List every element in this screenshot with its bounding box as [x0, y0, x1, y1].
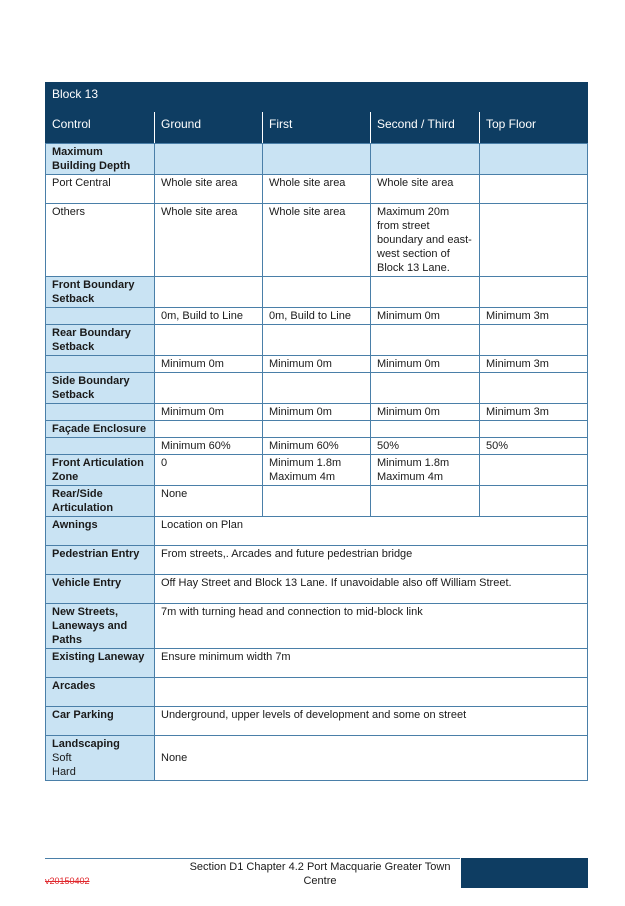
row-label: Car Parking: [46, 707, 155, 736]
table-cell: [480, 277, 588, 308]
table-cell: Minimum 0m: [263, 404, 371, 421]
table-cell: Underground, upper levels of development and some on street: [155, 707, 588, 736]
table-cell: [263, 325, 371, 356]
table-row: [46, 277, 588, 308]
table-cell: [480, 421, 588, 438]
table-row: [46, 373, 588, 404]
row-label: Vehicle Entry: [46, 575, 155, 604]
table-row: [46, 175, 588, 204]
table-cell: [155, 277, 263, 308]
table-cell: None: [155, 486, 263, 517]
table-cell: Whole site area: [263, 204, 371, 277]
table-cell: [155, 421, 263, 438]
table-row: [46, 455, 588, 486]
table-row: [46, 325, 588, 356]
row-label: Pedestrian Entry: [46, 546, 155, 575]
table-cell: [263, 144, 371, 175]
table-cell: Minimum 3m: [480, 404, 588, 421]
table-row: [46, 736, 588, 781]
table-cell: Minimum 0m: [263, 356, 371, 373]
table-cell: Minimum 1.8m Maximum 4m: [371, 455, 480, 486]
landscaping-hard-label: Hard: [52, 766, 76, 778]
table-cell: 0m, Build to Line: [155, 308, 263, 325]
table-cell: [263, 421, 371, 438]
header-top-floor: Top Floor: [480, 112, 588, 144]
table-cell: [480, 204, 588, 277]
version-stamp: v20150402: [45, 876, 90, 886]
row-label: New Streets, Laneways and Paths: [46, 604, 155, 649]
table-cell: From streets,. Arcades and future pedestrian bridge: [155, 546, 588, 575]
table-row: [46, 438, 588, 455]
landscaping-label: Landscaping: [52, 738, 120, 750]
table-cell: [371, 421, 480, 438]
table-cell: Minimum 1.8m Maximum 4m: [263, 455, 371, 486]
table-row: [46, 517, 588, 546]
row-label: Port Central: [46, 175, 155, 204]
row-label: Rear/Side Articulation: [46, 486, 155, 517]
table-cell: [155, 373, 263, 404]
table-row: [46, 404, 588, 421]
table-row: [46, 144, 588, 175]
table-cell: [263, 277, 371, 308]
table-cell: Whole site area: [155, 204, 263, 277]
table-cell: [371, 277, 480, 308]
table-cell: [46, 438, 155, 455]
table-cell: [155, 678, 588, 707]
table-cell: [155, 144, 263, 175]
table-cell: Minimum 60%: [263, 438, 371, 455]
row-label: Rear Boundary Setback: [46, 325, 155, 356]
header-ground: Ground: [155, 112, 263, 144]
table-cell: Maximum 20m from street boundary and east-west section of Block 13 Lane.: [371, 204, 480, 277]
table-cell: Whole site area: [371, 175, 480, 204]
table-row: [46, 649, 588, 678]
table-cell: Off Hay Street and Block 13 Lane. If unavoidable also off William Street.: [155, 575, 588, 604]
table-cell: 0m, Build to Line: [263, 308, 371, 325]
table-cell: [155, 325, 263, 356]
table-cell: None: [155, 736, 588, 781]
table-cell: 50%: [480, 438, 588, 455]
row-label: Others: [46, 204, 155, 277]
table-cell: Minimum 3m: [480, 308, 588, 325]
table-cell: 7m with turning head and connection to mid-block link: [155, 604, 588, 649]
table-cell: Minimum 0m: [371, 404, 480, 421]
table-row: [46, 421, 588, 438]
row-label: Existing Laneway: [46, 649, 155, 678]
table-cell: [371, 486, 480, 517]
table-title: Block 13: [46, 83, 588, 112]
table-cell: [46, 308, 155, 325]
table-cell: [371, 325, 480, 356]
table-row: [46, 204, 588, 277]
table-cell: Minimum 60%: [155, 438, 263, 455]
table-cell: Minimum 0m: [155, 356, 263, 373]
row-label: Side Boundary Setback: [46, 373, 155, 404]
table-cell: Location on Plan: [155, 517, 588, 546]
footer-section-title: Section D1 Chapter 4.2 Port Macquarie Greater Town Centre: [189, 861, 451, 887]
table-cell: 50%: [371, 438, 480, 455]
table-cell: Ensure minimum width 7m: [155, 649, 588, 678]
table-row: [46, 707, 588, 736]
row-label: Front Boundary Setback: [46, 277, 155, 308]
table-cell: Minimum 0m: [371, 356, 480, 373]
block-13-table: [45, 82, 588, 781]
table-cell: [263, 486, 371, 517]
table-row: [46, 546, 588, 575]
row-label-landscaping: [46, 736, 155, 781]
table-cell: 0: [155, 455, 263, 486]
header-control: Control: [46, 112, 155, 144]
table-cell: Minimum 0m: [371, 308, 480, 325]
row-label: Front Articulation Zone: [46, 455, 155, 486]
table-row: [46, 486, 588, 517]
table-cell: Whole site area: [263, 175, 371, 204]
table-row: [46, 678, 588, 707]
row-label: Awnings: [46, 517, 155, 546]
table-cell: [371, 144, 480, 175]
row-label: Façade Enclosure: [46, 421, 155, 438]
footer-accent-block: [461, 858, 588, 888]
table-cell: Whole site area: [155, 175, 263, 204]
table-row: [46, 575, 588, 604]
table-row: [46, 604, 588, 649]
table-cell: [46, 356, 155, 373]
table-cell: Minimum 0m: [155, 404, 263, 421]
row-label: Maximum Building Depth: [46, 144, 155, 175]
table-cell: [480, 325, 588, 356]
table-cell: [371, 373, 480, 404]
landscaping-soft-label: Soft: [52, 752, 72, 764]
table-title-row: [46, 83, 588, 112]
table-cell: [480, 455, 588, 486]
table-cell: [480, 175, 588, 204]
table-row: [46, 308, 588, 325]
footer-divider: [45, 858, 460, 859]
table-cell: [480, 486, 588, 517]
table-row: [46, 356, 588, 373]
table-cell: [480, 373, 588, 404]
header-first: First: [263, 112, 371, 144]
table-cell: [263, 373, 371, 404]
header-second-third: Second / Third: [371, 112, 480, 144]
table-header-row: [46, 112, 588, 144]
table-cell: Minimum 3m: [480, 356, 588, 373]
row-label: Arcades: [46, 678, 155, 707]
table-cell: [480, 144, 588, 175]
table-cell: [46, 404, 155, 421]
